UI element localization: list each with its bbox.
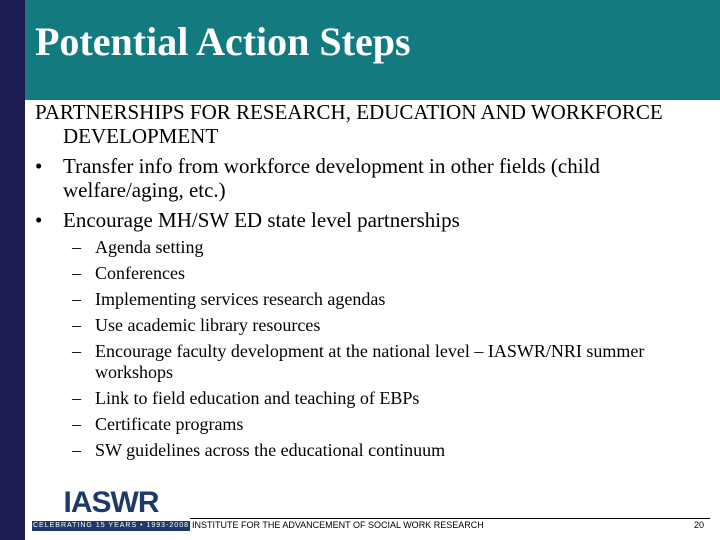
dash-mark: – [72, 341, 81, 361]
sub-bullet-item [35, 237, 715, 258]
section-heading: PARTNERSHIPS FOR RESEARCH, EDUCATION AND WORKFORCE DEVELOPMENT [35, 100, 663, 148]
left-accent-bar [0, 0, 25, 540]
sub-bullet-text: Conferences [95, 263, 185, 283]
slide-title: Potential Action Steps [35, 19, 411, 64]
bullet-text: Encourage MH/SW ED state level partnerships [63, 208, 460, 232]
footer-divider [190, 518, 710, 519]
bullet-text: Transfer info from workforce development in other fields (child welfare/aging, etc.) [63, 154, 600, 202]
sub-bullet-text: Encourage faculty development at the national level – IASWR/NRI summer workshops [95, 341, 645, 382]
bullet-mark: • [35, 154, 43, 178]
extra-item [35, 440, 715, 461]
sub-bullet-text: Use academic library resources [95, 315, 321, 335]
iaswr-logo [32, 487, 190, 531]
sub-bullet-text: Implementing services research agendas [95, 289, 386, 309]
dash-mark: – [72, 263, 81, 283]
bullet-item [35, 154, 715, 202]
dash-mark: – [72, 440, 81, 460]
extra-item-text: SW guidelines across the educational continuum [95, 440, 446, 460]
sub-bullet-item [35, 341, 715, 383]
sub-bullet-text: Agenda setting [95, 237, 204, 257]
sub-bullet-item [35, 315, 715, 336]
logo-tagline: CELEBRATING 15 YEARS • 1993-2008 [33, 522, 189, 529]
extra-item-text: Certificate programs [95, 414, 244, 434]
sub-bullet-list [35, 237, 715, 461]
footer-org-name: INSTITUTE FOR THE ADVANCEMENT OF SOCIAL WORK RESEARCH [192, 520, 484, 530]
slide-content [35, 100, 715, 461]
logo-wordmark: IASWR [32, 487, 190, 519]
sub-bullet-item [35, 289, 715, 310]
dash-mark: – [72, 388, 81, 408]
dash-mark: – [72, 315, 81, 335]
bullet-list [35, 154, 715, 232]
extra-item [35, 388, 715, 409]
dash-mark: – [72, 414, 81, 434]
extra-item-text: Link to field education and teaching of EBPs [95, 388, 420, 408]
dash-mark: – [72, 289, 81, 309]
bullet-mark: • [35, 208, 43, 232]
bullet-item [35, 208, 715, 232]
sub-bullet-item [35, 263, 715, 284]
page-number: 20 [694, 520, 705, 530]
dash-mark: – [72, 237, 81, 257]
extra-item [35, 414, 715, 435]
